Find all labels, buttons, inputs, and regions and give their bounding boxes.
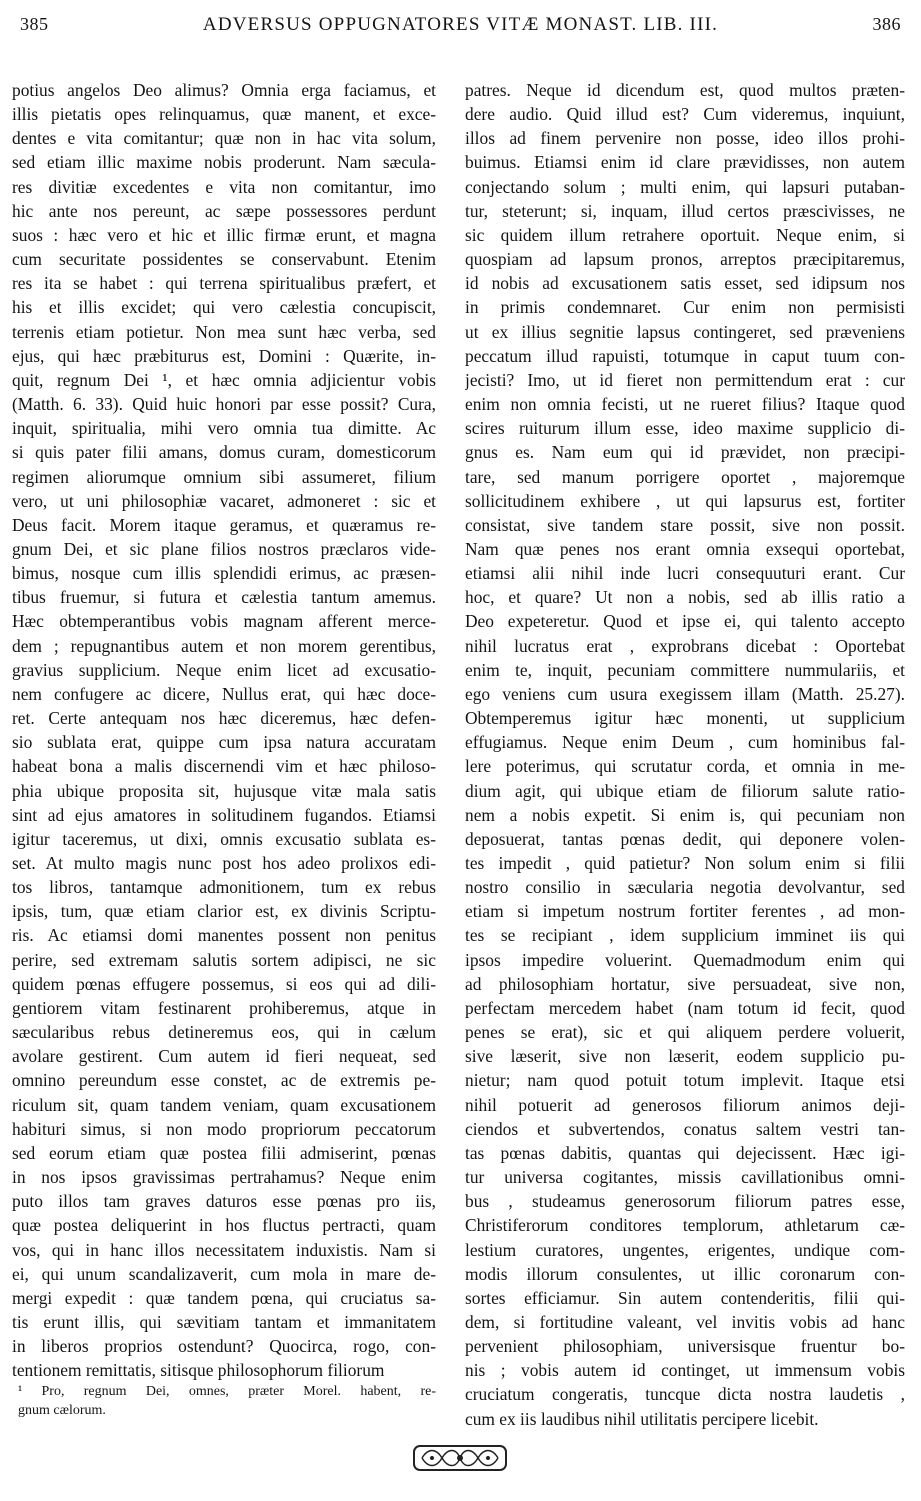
text-line: quospiam ad lapsum pronos, arreptos præcipitaremus,: [465, 249, 905, 270]
right-text-column: [465, 78, 905, 1431]
text-line: nihil potuerit ad generosos filiorum animos deji-: [465, 1094, 905, 1115]
page-number-right: 386: [872, 14, 901, 34]
text-line: ad philosophiam hortatur, sive persuadeat, sive non,: [465, 973, 905, 994]
text-line: mergi expedit : quæ tandem pœna, qui cruciatus sa-: [12, 1287, 436, 1308]
text-line: res ita se habet : qui terrena spiritualibus præfert, et: [12, 273, 436, 294]
text-line: in primis condemnaret. Cur enim non permisisti: [465, 297, 905, 318]
text-line: lere poterimus, qui scrutatur corda, et omnia in me-: [465, 756, 905, 777]
text-line: ciendos et subvertendos, conatus saltem vestri tan-: [465, 1118, 905, 1139]
text-line: gnum Dei, et sic plane filios nostros præclaros vide-: [12, 538, 436, 559]
text-line: potius angelos Deo alimus? Omnia erga faciamus, et: [12, 80, 436, 100]
text-line: suos : hæc vero et hic et illic firmæ erunt, et magna: [12, 224, 436, 245]
text-line: ego veniens cum usura exegissem illam (Matth. 25.27).: [465, 683, 905, 704]
text-line: modis illorum consulentes, ut illic coronarum con-: [465, 1263, 905, 1284]
text-line: sed etiam illic maxime nobis proderunt. Nam sæcula-: [12, 152, 436, 173]
text-line: quæ postea deliquerint in hos fluctus pertracti, quam: [12, 1215, 436, 1236]
text-line: nostro consilio in sæcularia negotia devolvantur, sed: [465, 877, 905, 898]
text-line: riculum sit, quam tandem veniam, quam excusationem: [12, 1094, 436, 1115]
text-line: tur, steterunt; si, inquam, illud certos præscivisses, ne: [465, 200, 905, 221]
text-line: sæcularibus rebus detineremus eos, qui in cælum: [12, 1022, 436, 1043]
text-line: regimen aliorumque omnium sibi assumeret, filium: [12, 466, 436, 487]
text-line: patres. Neque id dicendum est, quod multos præten-: [465, 80, 905, 100]
text-line: etiam si impetum nostrum fortiter ferentes , ad mon-: [465, 901, 905, 922]
text-line: effugiamus. Neque enim Deum , cum hominibus fal-: [465, 732, 905, 753]
text-line: habituri simus, si non modo propriorum peccatorum: [12, 1118, 436, 1139]
text-line: hic ante nos pereunt, ac sæpe possessores perdunt: [12, 200, 436, 221]
page-number-left: 385: [20, 14, 49, 34]
text-line: nem a nobis expetit. Si enim is, qui pecuniam non: [465, 804, 905, 825]
text-line: habeat bona a malis discernendi vim et hæc philoso-: [12, 756, 436, 777]
text-line: illis pietatis opes relinquamus, quæ manent, et exce-: [12, 104, 436, 125]
text-line: in nos ipsos gravissimas pertrahamus? Neque enim: [12, 1167, 436, 1188]
ornament-icon: [410, 1440, 510, 1476]
text-line: res divitiæ excedentes e vita non comitantur, imo: [12, 176, 436, 197]
text-line: gnus es. Nam eum qui id prævidet, non præcipi-: [465, 442, 905, 463]
text-line: in liberos proprios ostendunt? Quocirca, rogo, con-: [12, 1336, 436, 1357]
text-line: bus , studeamus generosorum filiorum patres esse,: [465, 1191, 905, 1212]
text-line: dere audio. Quid illud est? Cum videremus, inquiunt,: [465, 104, 905, 125]
text-line: sollicitudinem exhibere , ut qui lapsurus est, fortiter: [465, 490, 905, 511]
text-line: jecisti? Imo, ut id fieret non permittendum erat : cur: [465, 369, 905, 390]
text-line: buimus. Etiamsi enim id clare prævidisses, non autem: [465, 152, 905, 173]
text-line: vero, ut uni philosophiæ vacaret, admoneret : sic et: [12, 490, 436, 511]
text-line: sortes efficiamur. Sin autem contenderitis, filii qui-: [465, 1287, 905, 1308]
text-line: sed eorum etiam quæ postea filii admiserint, pœnas: [12, 1142, 436, 1163]
text-line: dentes e vita comitantur; quæ non in hac vita solum,: [12, 128, 436, 149]
text-line: gravius supplicium. Neque enim licet ad excusatio-: [12, 659, 436, 680]
text-line: quidem pœnas effugere possemus, si eos qui ad dili-: [12, 973, 436, 994]
text-line: tis erunt illis, qui sævitiam tantam et immanitatem: [12, 1311, 436, 1332]
text-line: set. At multo magis nunc post hos adeo prolixos edi-: [12, 853, 436, 873]
text-line: enim te, inquit, pecuniam committere nummulariis, et: [465, 659, 905, 680]
text-line: enim non omnia fecisti, ut ne rueret filius? Itaque quod: [465, 394, 905, 415]
text-line: nietur; nam quod potuit totum implevit. Itaque etsi: [465, 1070, 905, 1091]
text-line: deposuerat, tantas pœnas dedit, qui deponere volen-: [465, 828, 905, 849]
running-header: [14, 10, 907, 46]
text-line: penes se erat), sic et qui aliquem perdere voluerit,: [465, 1022, 905, 1043]
text-line: id nobis ad excusationem satis esset, sed idipsum nos: [465, 273, 905, 294]
text-line: ejus, qui hæc præbiturus est, Domini : Quærite, in-: [12, 345, 436, 366]
text-line: tes impedit , quid patietur? Non solum enim si filii: [465, 853, 905, 873]
text-line: Deo expeteretur. Quod et ipse ei, qui talento accepto: [465, 611, 905, 632]
text-line: tur universa cogitantes, missis cavillationibus omni-: [465, 1167, 905, 1188]
text-line: Nam quæ penes nos erant omnia exsequi oportebat,: [465, 538, 905, 559]
text-line: tas pœnas dabitis, quantas qui dejecissent. Hæc igi-: [465, 1142, 905, 1163]
text-line: lestium curatores, ungentes, erigentes, undique com-: [465, 1239, 905, 1260]
text-line: dium agit, qui ubique etiam de filiorum salute ratio-: [465, 780, 905, 801]
text-line: sio sublata erat, quippe cum ipsa natura accuratam: [12, 732, 436, 753]
text-line: hoc, et quare? Ut non a nobis, sed ab illis ratio a: [465, 587, 905, 608]
text-line: avolare gestirent. Cum autem id fieri nequeat, sed: [12, 1046, 436, 1067]
text-line: Deus facit. Morem itaque geramus, et quæramus re-: [12, 514, 436, 535]
text-line: perfectam mercedem habet (nam totum id fecit, quod: [465, 997, 905, 1018]
text-line: Christiferorum conditores templorum, athletarum cæ-: [465, 1215, 905, 1236]
text-line: sint ad ejus amatores in solitudinem fugandos. Etiamsi: [12, 804, 436, 825]
text-line: Hæc obtemperantibus vobis magnam afferent merce-: [12, 611, 436, 632]
text-line: dem, si fortitudine valeant, vel invitis vobis ad hanc: [465, 1311, 905, 1332]
text-line: cum ex iis laudibus nihil utilitatis percipere licebit.: [465, 1408, 819, 1429]
text-line: peccatum illud rapuisti, totumque in caput tuum con-: [465, 345, 905, 366]
text-line: vos, qui in hanc illos necessitatem induxistis. Nam si: [12, 1239, 436, 1260]
text-line: tare, sed manum porrigere oportet , majoremque: [465, 466, 905, 487]
text-line: dem ; repugnantibus autem et non morem gerentibus,: [12, 635, 436, 656]
text-line: omnino pereundum esse constet, ac de extremis pe-: [12, 1070, 436, 1091]
text-line: inquit, spiritualia, mihi vero omnia tua dimitte. Ac: [12, 418, 436, 439]
text-line: consistat, sive tandem stare possit, sive non possit.: [465, 514, 905, 535]
text-line: conjectando solum ; multi enim, qui lapsuri putaban-: [465, 176, 905, 197]
text-line: sic quidem illum retrahere oportuit. Neque enim, si: [465, 224, 905, 245]
text-line: perire, sed extremam salutis sortem adipisci, ne sic: [12, 949, 436, 970]
text-line: igitur taceremus, ut dixi, omnis excusatio sublata es-: [12, 828, 436, 849]
footnote: [18, 1382, 436, 1420]
footnote-line: ¹ Pro, regnum Dei, omnes, præter Morel. habent, re-: [18, 1384, 436, 1399]
text-line: sive læserit, sive non læserit, eodem supplicio pu-: [465, 1046, 905, 1067]
text-line: phia ubique proposita sit, hujusque vitæ mala satis: [12, 780, 436, 801]
text-line: scires ruiturum illum esse, ideo maxime supplicio di-: [465, 418, 905, 439]
text-line: etiamsi alii nihil inde lucri consequuturi erant. Cur: [465, 563, 905, 584]
text-line: tes se recipiant , idem supplicium imminet iis qui: [465, 925, 905, 946]
text-line: ipsis, tum, quæ etiam clarior est, ex divinis Scriptu-: [12, 901, 436, 922]
text-line: Obtemperemus igitur hæc monenti, ut supplicium: [465, 708, 905, 729]
text-line: tos libros, tantamque admonitionem, tum ex rebus: [12, 877, 436, 898]
text-line: ipsos impedire voluerint. Quemadmodum enim qui: [465, 949, 905, 970]
text-line: tentionem remittatis, sitisque philosophorum filiorum: [12, 1360, 385, 1381]
left-text-column: [12, 78, 436, 1382]
running-title: ADVERSUS OPPUGNATORES VITÆ MONAST. LIB. III.: [202, 14, 719, 35]
text-line: his et illis excidet; qui vero cælestia concupiscit,: [12, 297, 436, 318]
text-line: (Matth. 6. 33). Quid huic honori par esse possit? Cura,: [12, 394, 436, 415]
text-line: ei, qui unum scandalizaverit, cum mola in mare de-: [12, 1263, 436, 1284]
text-line: ret. Certe antequam nos hæc diceremus, hæc defen-: [12, 708, 436, 729]
footnote-line: gnum cælorum.: [18, 1403, 106, 1418]
text-line: ris. Ac etiamsi domi manentes possent non penitus: [12, 925, 436, 946]
text-line: cruciatum congeratis, tuncque dicta nostra laudetis ,: [465, 1384, 905, 1405]
text-line: ut ex illius segnitie lapsus contingeret, sed præveniens: [465, 321, 905, 342]
text-line: gentiorem vitam festinarent prohiberemus, atque in: [12, 997, 436, 1018]
text-line: puto illos tam graves daturos esse pœnas pro iis,: [12, 1191, 436, 1212]
text-line: si quis pater filii amans, domus curam, domesticorum: [12, 442, 436, 463]
text-line: nis ; vobis autem id continget, ut immensum vobis: [465, 1360, 905, 1381]
text-line: nem confugere ac dicere, Nullus erat, qui hæc doce-: [12, 683, 436, 704]
text-line: quit, regnum Dei ¹, et hæc omnia adjicientur vobis: [12, 369, 436, 390]
text-line: tibus fruemur, si futura et cælestia tantum amemus.: [12, 587, 436, 608]
text-line: cum securitate possidentes se conservabunt. Etenim: [12, 249, 436, 270]
text-line: pervenient philosophiam, universisque fruentur bo-: [465, 1336, 905, 1357]
text-line: nihil lucratus erat , exprobrans dicebat : Oportebat: [465, 635, 905, 656]
text-line: illos ad finem pervenire non posse, ideo illos prohi-: [465, 128, 905, 149]
text-line: terrenis etiam potietur. Non mea sunt hæc verba, sed: [12, 321, 436, 342]
text-line: bimus, nosque cum illis splendidi erimus, ac præsen-: [12, 563, 436, 584]
